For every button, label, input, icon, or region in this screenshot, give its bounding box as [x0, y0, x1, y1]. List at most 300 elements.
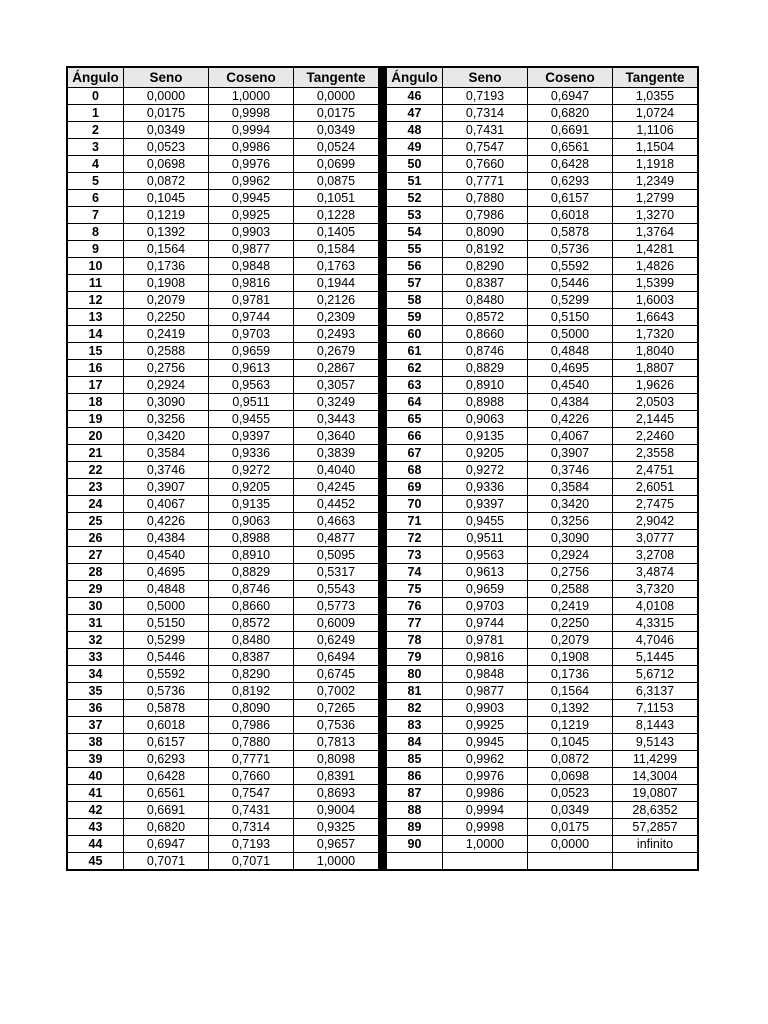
angle-cell: 74 [387, 564, 443, 581]
tangent-cell: 2,4751 [613, 462, 698, 479]
angle-cell: 39 [68, 751, 124, 768]
tangent-cell: 14,3004 [613, 768, 698, 785]
sine-cell: 0,8090 [443, 224, 528, 241]
sine-cell: 0,0000 [124, 88, 209, 105]
angle-cell: 85 [387, 751, 443, 768]
table-row [387, 819, 698, 836]
sine-cell: 0,3256 [124, 411, 209, 428]
tangent-cell: 0,9657 [294, 836, 379, 853]
trig-table-right [386, 67, 698, 870]
cosine-cell: 0,5000 [528, 326, 613, 343]
tangent-cell: 3,2708 [613, 547, 698, 564]
angle-cell: 1 [68, 105, 124, 122]
angle-cell: 49 [387, 139, 443, 156]
sine-cell: 0,9925 [443, 717, 528, 734]
cosine-cell: 0,8746 [209, 581, 294, 598]
header-tangente: Tangente [294, 68, 379, 88]
table-row [387, 326, 698, 343]
tangent-cell: infinito [613, 836, 698, 853]
cosine-cell: 0,6018 [528, 207, 613, 224]
sine-cell: 0,1908 [124, 275, 209, 292]
angle-cell: 41 [68, 785, 124, 802]
table-row [68, 190, 379, 207]
sine-cell: 0,5592 [124, 666, 209, 683]
angle-cell: 57 [387, 275, 443, 292]
cosine-cell: 0,8192 [209, 683, 294, 700]
sine-cell: 0,8660 [443, 326, 528, 343]
cosine-cell: 0,7660 [209, 768, 294, 785]
cosine-cell: 0,0175 [528, 819, 613, 836]
angle-cell: 26 [68, 530, 124, 547]
angle-cell: 68 [387, 462, 443, 479]
table-row [68, 802, 379, 819]
angle-cell: 0 [68, 88, 124, 105]
sine-cell: 0,9877 [443, 683, 528, 700]
tangent-cell: 2,7475 [613, 496, 698, 513]
tangent-cell: 0,2126 [294, 292, 379, 309]
sine-cell: 1,0000 [443, 836, 528, 853]
sine-cell: 0,7314 [443, 105, 528, 122]
angle-cell: 11 [68, 275, 124, 292]
cosine-cell: 0,0872 [528, 751, 613, 768]
sine-cell: 0,8988 [443, 394, 528, 411]
sine-cell: 0,5736 [124, 683, 209, 700]
tangent-cell: 0,8098 [294, 751, 379, 768]
sine-cell: 0,7071 [124, 853, 209, 870]
table-row [387, 428, 698, 445]
tangent-cell: 0,4663 [294, 513, 379, 530]
sine-cell: 0,7880 [443, 190, 528, 207]
tangent-cell: 0,2309 [294, 309, 379, 326]
sine-cell: 0,8572 [443, 309, 528, 326]
table-row [387, 360, 698, 377]
cosine-cell: 0,9877 [209, 241, 294, 258]
tangent-cell: 0,6009 [294, 615, 379, 632]
tangent-cell: 0,9004 [294, 802, 379, 819]
tangent-cell: 57,2857 [613, 819, 698, 836]
sine-cell: 0,1736 [124, 258, 209, 275]
cosine-cell: 0,9397 [209, 428, 294, 445]
cosine-cell: 0,6561 [528, 139, 613, 156]
table-row [387, 258, 698, 275]
cosine-cell: 0,9986 [209, 139, 294, 156]
cosine-cell: 0,9816 [209, 275, 294, 292]
sine-cell: 0,2419 [124, 326, 209, 343]
table-row [387, 207, 698, 224]
tangent-cell: 0,0000 [294, 88, 379, 105]
cosine-cell: 0,9994 [209, 122, 294, 139]
cosine-cell: 0,3256 [528, 513, 613, 530]
cosine-cell: 0,8829 [209, 564, 294, 581]
cosine-cell: 0,1219 [528, 717, 613, 734]
sine-cell: 0,0523 [124, 139, 209, 156]
angle-cell: 28 [68, 564, 124, 581]
cosine-cell: 0,1564 [528, 683, 613, 700]
cosine-cell: 0,9925 [209, 207, 294, 224]
tangent-cell: 0,3057 [294, 377, 379, 394]
cosine-cell: 0,3090 [528, 530, 613, 547]
tangent-cell: 0,7813 [294, 734, 379, 751]
table-row [387, 241, 698, 258]
sine-cell: 0,6820 [124, 819, 209, 836]
angle-cell: 73 [387, 547, 443, 564]
angle-cell: 79 [387, 649, 443, 666]
header-row [68, 68, 379, 88]
cosine-cell: 0,9998 [209, 105, 294, 122]
tangent-cell: 0,4245 [294, 479, 379, 496]
angle-cell: 37 [68, 717, 124, 734]
table-row [387, 88, 698, 105]
cosine-cell: 0,9272 [209, 462, 294, 479]
trig-table-left [67, 67, 379, 870]
table-row [68, 445, 379, 462]
sine-cell: 0,4540 [124, 547, 209, 564]
sine-cell: 0,1392 [124, 224, 209, 241]
table-row [387, 581, 698, 598]
table-row [68, 258, 379, 275]
angle-cell: 47 [387, 105, 443, 122]
table-row [68, 411, 379, 428]
angle-cell: 72 [387, 530, 443, 547]
angle-cell: 38 [68, 734, 124, 751]
cosine-cell: 0,2756 [528, 564, 613, 581]
table-row [68, 173, 379, 190]
table-row [68, 581, 379, 598]
sine-cell: 0,8746 [443, 343, 528, 360]
sine-cell: 0,9744 [443, 615, 528, 632]
tangent-cell [613, 853, 698, 870]
sine-cell: 0,5878 [124, 700, 209, 717]
angle-cell [387, 853, 443, 870]
cosine-cell: 0,9063 [209, 513, 294, 530]
sine-cell: 0,6947 [124, 836, 209, 853]
sine-cell: 0,9998 [443, 819, 528, 836]
cosine-cell: 0,2250 [528, 615, 613, 632]
angle-cell: 24 [68, 496, 124, 513]
table-row [68, 105, 379, 122]
sine-cell: 0,4067 [124, 496, 209, 513]
cosine-cell: 0,6293 [528, 173, 613, 190]
table-row [68, 734, 379, 751]
sine-cell: 0,9994 [443, 802, 528, 819]
sine-cell: 0,1219 [124, 207, 209, 224]
sine-cell [443, 853, 528, 870]
tangent-cell: 1,9626 [613, 377, 698, 394]
sine-cell: 0,4384 [124, 530, 209, 547]
tangent-cell: 0,3839 [294, 445, 379, 462]
table-row [68, 309, 379, 326]
cosine-cell: 0,5736 [528, 241, 613, 258]
angle-cell: 18 [68, 394, 124, 411]
cosine-cell: 0,4226 [528, 411, 613, 428]
angle-cell: 30 [68, 598, 124, 615]
tangent-cell: 2,0503 [613, 394, 698, 411]
angle-cell: 40 [68, 768, 124, 785]
angle-cell: 64 [387, 394, 443, 411]
table-row [68, 700, 379, 717]
cosine-cell: 0,9205 [209, 479, 294, 496]
tangent-cell: 3,7320 [613, 581, 698, 598]
table-row [68, 428, 379, 445]
cosine-cell: 0,8988 [209, 530, 294, 547]
cosine-cell: 0,5878 [528, 224, 613, 241]
tangent-cell: 2,1445 [613, 411, 698, 428]
table-row [387, 615, 698, 632]
cosine-cell: 0,9511 [209, 394, 294, 411]
tangent-cell: 0,6494 [294, 649, 379, 666]
tangent-cell: 0,4452 [294, 496, 379, 513]
table-row [387, 768, 698, 785]
tangent-cell: 0,1405 [294, 224, 379, 241]
table-row [387, 394, 698, 411]
cosine-cell: 0,9781 [209, 292, 294, 309]
angle-cell: 35 [68, 683, 124, 700]
cosine-cell: 0,8572 [209, 615, 294, 632]
angle-cell: 23 [68, 479, 124, 496]
cosine-cell: 0,9613 [209, 360, 294, 377]
table-row [387, 666, 698, 683]
angle-cell: 86 [387, 768, 443, 785]
sine-cell: 0,3090 [124, 394, 209, 411]
cosine-cell: 0,9135 [209, 496, 294, 513]
sine-cell: 0,0872 [124, 173, 209, 190]
cosine-cell: 0,7314 [209, 819, 294, 836]
angle-cell: 76 [387, 598, 443, 615]
sine-cell: 0,8387 [443, 275, 528, 292]
sine-cell: 0,9976 [443, 768, 528, 785]
sine-cell: 0,9781 [443, 632, 528, 649]
sine-cell: 0,9135 [443, 428, 528, 445]
table-row [68, 122, 379, 139]
cosine-cell: 0,7880 [209, 734, 294, 751]
angle-cell: 78 [387, 632, 443, 649]
angle-cell: 36 [68, 700, 124, 717]
tangent-cell: 1,1918 [613, 156, 698, 173]
angle-cell: 83 [387, 717, 443, 734]
table-row [387, 513, 698, 530]
cosine-cell: 0,9659 [209, 343, 294, 360]
angle-cell: 20 [68, 428, 124, 445]
cosine-cell: 0,9336 [209, 445, 294, 462]
sine-cell: 0,2250 [124, 309, 209, 326]
angle-cell: 65 [387, 411, 443, 428]
table-row [68, 292, 379, 309]
table-row [68, 598, 379, 615]
table-row [68, 275, 379, 292]
sine-cell: 0,9063 [443, 411, 528, 428]
table-row [68, 666, 379, 683]
header-angulo: Ángulo [387, 68, 443, 88]
tangent-cell: 1,8040 [613, 343, 698, 360]
table-row [387, 156, 698, 173]
cosine-cell: 0,6947 [528, 88, 613, 105]
table-row [387, 173, 698, 190]
cosine-cell: 0,6428 [528, 156, 613, 173]
table-row [68, 513, 379, 530]
sine-cell: 0,0698 [124, 156, 209, 173]
tangent-cell: 2,6051 [613, 479, 698, 496]
sine-cell: 0,9336 [443, 479, 528, 496]
sine-cell: 0,9848 [443, 666, 528, 683]
tangent-cell: 2,3558 [613, 445, 698, 462]
angle-cell: 12 [68, 292, 124, 309]
angle-cell: 88 [387, 802, 443, 819]
table-row [68, 139, 379, 156]
tangent-cell: 3,0777 [613, 530, 698, 547]
angle-cell: 71 [387, 513, 443, 530]
tangent-cell: 0,1763 [294, 258, 379, 275]
cosine-cell: 0,3907 [528, 445, 613, 462]
sine-cell: 0,2756 [124, 360, 209, 377]
angle-cell: 54 [387, 224, 443, 241]
cosine-cell: 0,8480 [209, 632, 294, 649]
cosine-cell: 0,5446 [528, 275, 613, 292]
angle-cell: 34 [68, 666, 124, 683]
angle-cell: 32 [68, 632, 124, 649]
table-row [68, 462, 379, 479]
tangent-cell: 0,0875 [294, 173, 379, 190]
angle-cell: 21 [68, 445, 124, 462]
angle-cell: 10 [68, 258, 124, 275]
tangent-cell: 1,3764 [613, 224, 698, 241]
tangent-cell: 0,5773 [294, 598, 379, 615]
sine-cell: 0,5150 [124, 615, 209, 632]
tangent-cell: 9,5143 [613, 734, 698, 751]
angle-cell: 16 [68, 360, 124, 377]
sine-cell: 0,8290 [443, 258, 528, 275]
sine-cell: 0,7431 [443, 122, 528, 139]
angle-cell: 69 [387, 479, 443, 496]
angle-cell: 51 [387, 173, 443, 190]
sine-cell: 0,5299 [124, 632, 209, 649]
tangent-cell: 1,7320 [613, 326, 698, 343]
sine-cell: 0,8829 [443, 360, 528, 377]
sine-cell: 0,9903 [443, 700, 528, 717]
tangent-cell: 1,6003 [613, 292, 698, 309]
sine-cell: 0,1564 [124, 241, 209, 258]
angle-cell: 52 [387, 190, 443, 207]
tangent-cell: 0,0699 [294, 156, 379, 173]
table-row [68, 377, 379, 394]
tangent-cell: 0,5543 [294, 581, 379, 598]
angle-cell: 75 [387, 581, 443, 598]
sine-cell: 0,9613 [443, 564, 528, 581]
sine-cell: 0,9816 [443, 649, 528, 666]
table-row [387, 836, 698, 853]
sine-cell: 0,5000 [124, 598, 209, 615]
cosine-cell: 0,9455 [209, 411, 294, 428]
header-seno: Seno [443, 68, 528, 88]
angle-cell: 19 [68, 411, 124, 428]
sine-cell: 0,0349 [124, 122, 209, 139]
cosine-cell: 0,7771 [209, 751, 294, 768]
tangent-cell: 2,9042 [613, 513, 698, 530]
angle-cell: 6 [68, 190, 124, 207]
table-row [68, 853, 379, 870]
cosine-cell: 0,9976 [209, 156, 294, 173]
angle-cell: 90 [387, 836, 443, 853]
tangent-cell: 0,0349 [294, 122, 379, 139]
angle-cell: 81 [387, 683, 443, 700]
tangent-cell: 28,6352 [613, 802, 698, 819]
angle-cell: 59 [387, 309, 443, 326]
table-row [387, 445, 698, 462]
tangent-cell: 19,0807 [613, 785, 698, 802]
tangent-cell: 0,6745 [294, 666, 379, 683]
table-row [68, 751, 379, 768]
angle-cell: 25 [68, 513, 124, 530]
cosine-cell: 0,6157 [528, 190, 613, 207]
cosine-cell: 0,4695 [528, 360, 613, 377]
table-row [68, 530, 379, 547]
tangent-cell: 4,3315 [613, 615, 698, 632]
cosine-cell: 0,7547 [209, 785, 294, 802]
tangent-cell: 0,6249 [294, 632, 379, 649]
sine-cell: 0,4226 [124, 513, 209, 530]
sine-cell: 0,9962 [443, 751, 528, 768]
angle-cell: 33 [68, 649, 124, 666]
table-row [68, 326, 379, 343]
trig-table-sheet [66, 66, 699, 871]
sine-cell: 0,7547 [443, 139, 528, 156]
sine-cell: 0,7660 [443, 156, 528, 173]
cosine-cell: 0,8910 [209, 547, 294, 564]
cosine-cell: 0,9903 [209, 224, 294, 241]
angle-cell: 4 [68, 156, 124, 173]
tangent-cell: 6,3137 [613, 683, 698, 700]
tangent-cell: 0,1051 [294, 190, 379, 207]
tangent-cell: 0,2679 [294, 343, 379, 360]
cosine-cell: 0,9703 [209, 326, 294, 343]
sine-cell: 0,9272 [443, 462, 528, 479]
sine-cell: 0,9659 [443, 581, 528, 598]
cosine-cell: 0,4848 [528, 343, 613, 360]
angle-cell: 63 [387, 377, 443, 394]
angle-cell: 70 [387, 496, 443, 513]
sine-cell: 0,7771 [443, 173, 528, 190]
table-row [68, 768, 379, 785]
sine-cell: 0,2924 [124, 377, 209, 394]
angle-cell: 8 [68, 224, 124, 241]
cosine-cell: 0,0349 [528, 802, 613, 819]
angle-cell: 46 [387, 88, 443, 105]
sine-cell: 0,7193 [443, 88, 528, 105]
sine-cell: 0,7986 [443, 207, 528, 224]
table-row [387, 530, 698, 547]
cosine-cell: 0,0000 [528, 836, 613, 853]
tangent-cell: 0,3249 [294, 394, 379, 411]
table-row [68, 343, 379, 360]
cosine-cell: 0,3420 [528, 496, 613, 513]
tangent-cell: 1,3270 [613, 207, 698, 224]
cosine-cell: 0,1045 [528, 734, 613, 751]
cosine-cell: 0,7431 [209, 802, 294, 819]
table-row [387, 496, 698, 513]
table-row [68, 156, 379, 173]
angle-cell: 58 [387, 292, 443, 309]
header-coseno: Coseno [528, 68, 613, 88]
tangent-cell: 5,1445 [613, 649, 698, 666]
angle-cell: 48 [387, 122, 443, 139]
angle-cell: 5 [68, 173, 124, 190]
sine-cell: 0,6561 [124, 785, 209, 802]
tangent-cell: 0,0175 [294, 105, 379, 122]
angle-cell: 82 [387, 700, 443, 717]
tangent-cell: 1,1106 [613, 122, 698, 139]
tangent-cell: 0,2867 [294, 360, 379, 377]
tangent-cell: 0,1944 [294, 275, 379, 292]
tangent-cell: 1,4281 [613, 241, 698, 258]
